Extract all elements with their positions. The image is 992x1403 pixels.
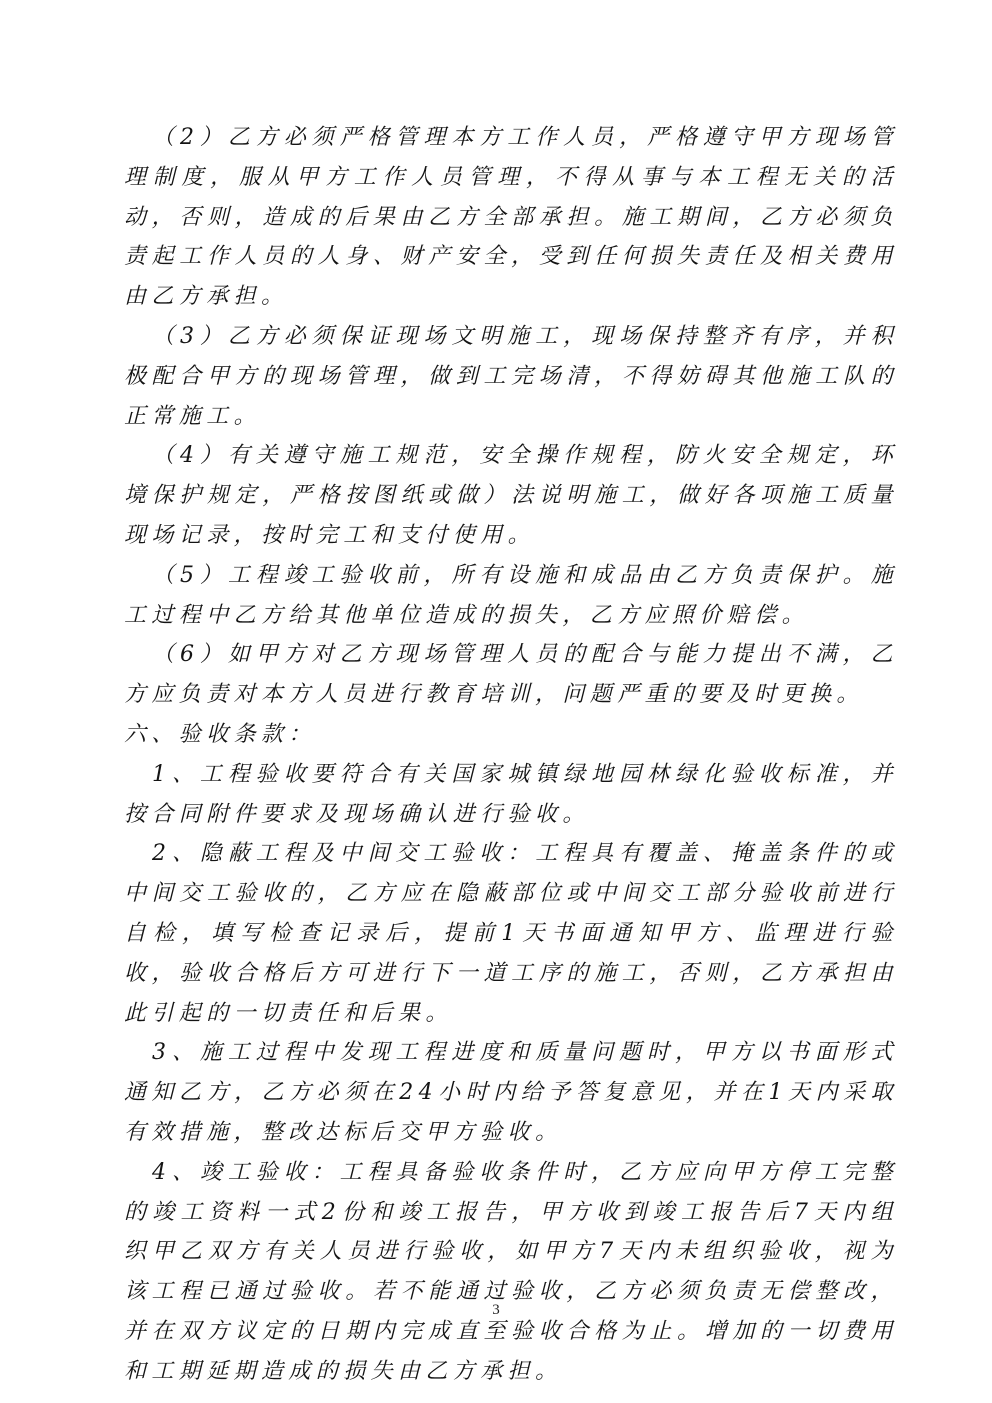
document-body: [124, 118, 898, 1392]
section-heading-acceptance: 六、验收条款：: [124, 721, 316, 747]
clause-2: 2、隐蔽工程及中间交工验收：工程具有覆盖、掩盖条件的或中间交工验收的，乙方应在隐蔽部位或中间交工部分验收前进行自检，填写检查记录后，提前1天书面通知甲方、监理进行验收，验收合格后方可进行下一道工序的施工，否则，乙方承担由此引起的一切责任和后果。: [124, 841, 898, 1026]
paragraph-6: （6）如甲方对乙方现场管理人员的配合与能力提出不满，乙方应负责对本方人员进行教育培训，问题严重的要及时更换。: [124, 642, 898, 708]
clause-3: 3、施工过程中发现工程进度和质量问题时，甲方以书面形式通知乙方，乙方必须在24小时内给予答复意见，并在1天内采取有效措施，整改达标后交甲方验收。: [124, 1040, 898, 1145]
paragraph-3: （3）乙方必须保证现场文明施工，现场保持整齐有序，并积极配合甲方的现场管理，做到工完场清，不得妨碍其他施工队的正常施工。: [124, 323, 898, 429]
paragraph-2: （2）乙方必须严格管理本方工作人员，严格遵守甲方现场管理制度，服从甲方工作人员管理，不得从事与本工程无关的活动，否则，造成的后果由乙方全部承担。施工期间，乙方必须负责起工作人员的人身、财产安全，受到任何损失责任及相关费用由乙方承担。: [124, 125, 898, 310]
paragraph-4: （4）有关遵守施工规范，安全操作规程，防火安全规定，环境保护规定，严格按图纸或做）法说明施工，做好各项施工质量现场记录，按时完工和支付使用。: [124, 443, 898, 548]
paragraph-5: （5）工程竣工验收前，所有设施和成品由乙方负责保护。施工过程中乙方给其他单位造成的损失，乙方应照价赔偿。: [124, 562, 898, 628]
clause-1: 1、工程验收要符合有关国家城镇绿地园林绿化验收标准，并按合同附件要求及现场确认进行验收。: [124, 761, 898, 827]
page-number: 3: [492, 1302, 500, 1318]
clause-4: 4、竣工验收：工程具备验收条件时，乙方应向甲方停工完整的竣工资料一式2份和竣工报告，甲方收到竣工报告后7天内组织甲乙双方有关人员进行验收，如甲方7天内未组织验收，视为该工程已通过验收。若不能通过验收，乙方必须负责无偿整改，并在双方议定的日期内完成直至验收合格为止。增加的一切费用和工期延期造成的损失由乙方承担。: [124, 1159, 898, 1384]
